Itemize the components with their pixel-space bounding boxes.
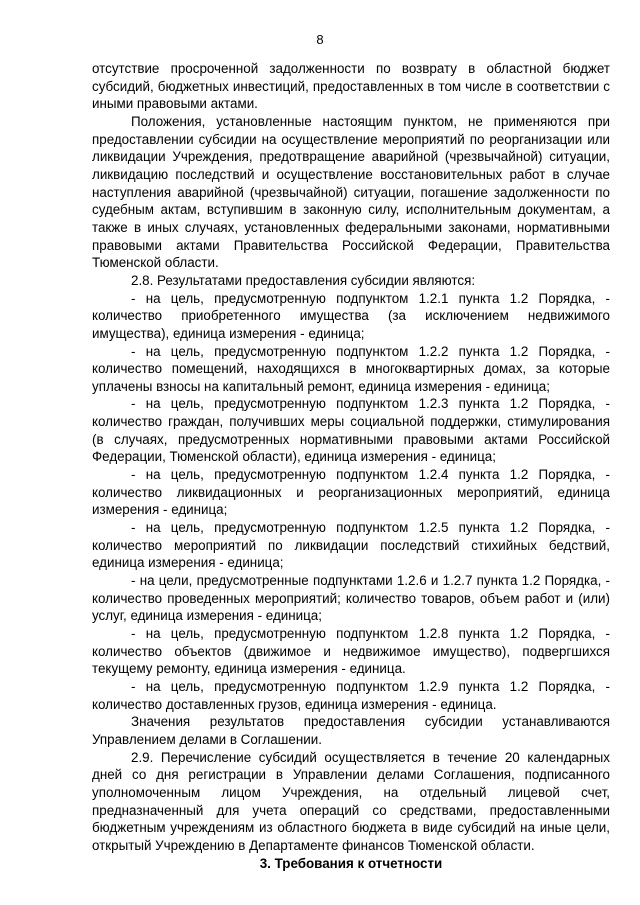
list-item-result-1-2-1: - на цель, предусмотренную подпунктом 1.2.1 пункта 1.2 Порядка, - количество приобретенного имущества (за исключением недвижимого имущества), единица измерения - единица; [92,290,610,341]
list-item-result-1-2-5: - на цель, предусмотренную подпунктом 1.2.5 пункта 1.2 Порядка, - количество мероприятий по ликвидации последствий стихийных бедствий, единица измерения - единица; [92,520,610,571]
list-item-result-1-2-8: - на цель, предусмотренную подпунктом 1.2.8 пункта 1.2 Порядка, - количество объектов (движимое и недвижимое имущество), подвергшихся текущему ремонту, единица измерения - единица. [92,626,610,677]
list-item-result-1-2-6-7: - на цели, предусмотренные подпунктами 1.2.6 и 1.2.7 пункта 1.2 Порядка, - количество проведенных мероприятий; количество товаров, объем работ и (или) услуг, единица измерения - единица; [92,573,610,624]
list-item-result-1-2-9: - на цель, предусмотренную подпунктом 1.2.9 пункта 1.2 Порядка, - количество доставленных грузов, единица измерения - единица. [92,678,610,712]
paragraph-exemptions: Положения, установленные настоящим пунктом, не применяются при предоставлении субсидии на осуществление мероприятий по реорганизации или ликвидации Учреждения, предотвращение аварийной (чрезвычайной) ситуации, ликвидацию последствий и осуществление восстановительных работ в случае наступления аварийной (чрезвычайной) ситуации, погашение задолженности по судебным актам, вступившим в законную силу, исполнительным документам, а также в иных случаях, установленных федеральными законами, нормативными правовыми актами Правительства Российской Федерации, Правительства Тюменской области. [92,113,610,271]
page-number: 8 [316,32,324,47]
list-item-result-1-2-2: - на цель, предусмотренную подпунктом 1.2.2 пункта 1.2 Порядка, - количество помещений, находящихся в многоквартирных домах, за которые уплачены взносы на капитальный ремонт, единица измерения - единица; [92,343,610,394]
list-item-result-1-2-3: - на цель, предусмотренную подпунктом 1.2.3 пункта 1.2 Порядка, - количество граждан, получивших меры социальной поддержки, стимулирования (в случаях, предусмотренных нормативными правовыми актами Российской Федерации, Тюменской области), единица измерения - единица; [92,396,610,465]
paragraph-2-8-intro: 2.8. Результатами предоставления субсидии являются: [131,272,476,288]
section-heading-reporting: 3. Требования к отчетности [259,855,443,871]
paragraph-2-9-transfer: 2.9. Перечисление субсидий осуществляется в течение 20 календарных дней со дня регистрации в Управлении делами Соглашения, подписанного уполномоченным лицом Учреждения, на отдельный лицевой счет, предназначенный для учета операций со средствами, предоставленными бюджетным учреждениям из областного бюджета в виде субсидий на иные цели, открытый Учреждению в Департаменте финансов Тюменской области. [92,749,610,853]
list-item-result-1-2-4: - на цель, предусмотренную подпунктом 1.2.4 пункта 1.2 Порядка, - количество ликвидационных и реорганизационных мероприятий, единица измерения - единица; [92,467,610,518]
paragraph-result-values: Значения результатов предоставления субсидии устанавливаются Управлением делами в Соглашении. [92,714,610,747]
document-body [92,60,610,872]
paragraph-debt-condition: отсутствие просроченной задолженности по возврату в областной бюджет субсидий, бюджетных инвестиций, предоставленных в том числе в соответствии с иными правовыми актами. [92,61,610,112]
